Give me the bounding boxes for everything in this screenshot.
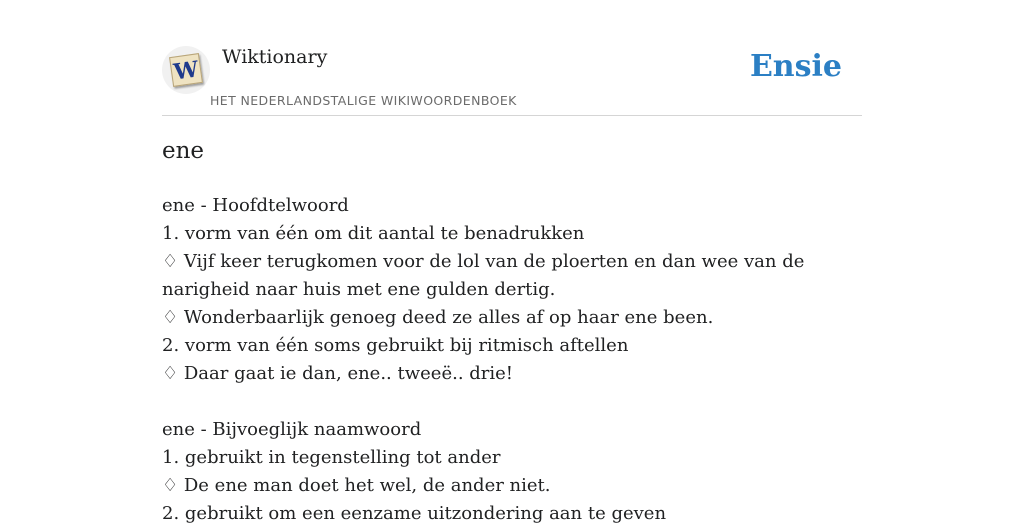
section-spacer (162, 388, 862, 416)
site-tagline: HET NEDERLANDSTALIGE WIKIWOORDENBOEK (210, 93, 517, 108)
definition: 1. gebruikt in tegenstelling tot ander (162, 447, 501, 468)
ensie-logo[interactable]: Ensie (749, 49, 842, 84)
definition: 2. vorm van één soms gebruikt bij ritmisch aftellen (162, 335, 629, 356)
example: ♢ De ene man doet het wel, de ander niet. (162, 475, 551, 496)
page (162, 0, 862, 524)
section-heading: ene - Bijvoeglijk naamwoord (162, 419, 422, 440)
example: ♢ Daar gaat ie dan, ene.. tweeë.. drie! (162, 363, 514, 384)
example: ♢ Vijf keer terugkomen voor de lol van de ploerten en dan wee van de narigheid naar huis met ene gulden dertig. (162, 251, 805, 300)
header-divider (162, 115, 862, 116)
site-name[interactable]: Wiktionary (222, 46, 328, 68)
page-title: ene (162, 138, 205, 164)
wiktionary-tile-icon: W (169, 53, 203, 87)
section-heading: ene - Hoofdtelwoord (162, 195, 349, 216)
entry-body (162, 192, 862, 528)
wiktionary-logo[interactable] (162, 46, 210, 94)
definition: 1. vorm van één om dit aantal te benadrukken (162, 223, 585, 244)
example: ♢ Wonderbaarlijk genoeg deed ze alles af op haar ene been. (162, 307, 714, 328)
definition: 2. gebruikt om een eenzame uitzondering aan te geven (162, 503, 667, 524)
